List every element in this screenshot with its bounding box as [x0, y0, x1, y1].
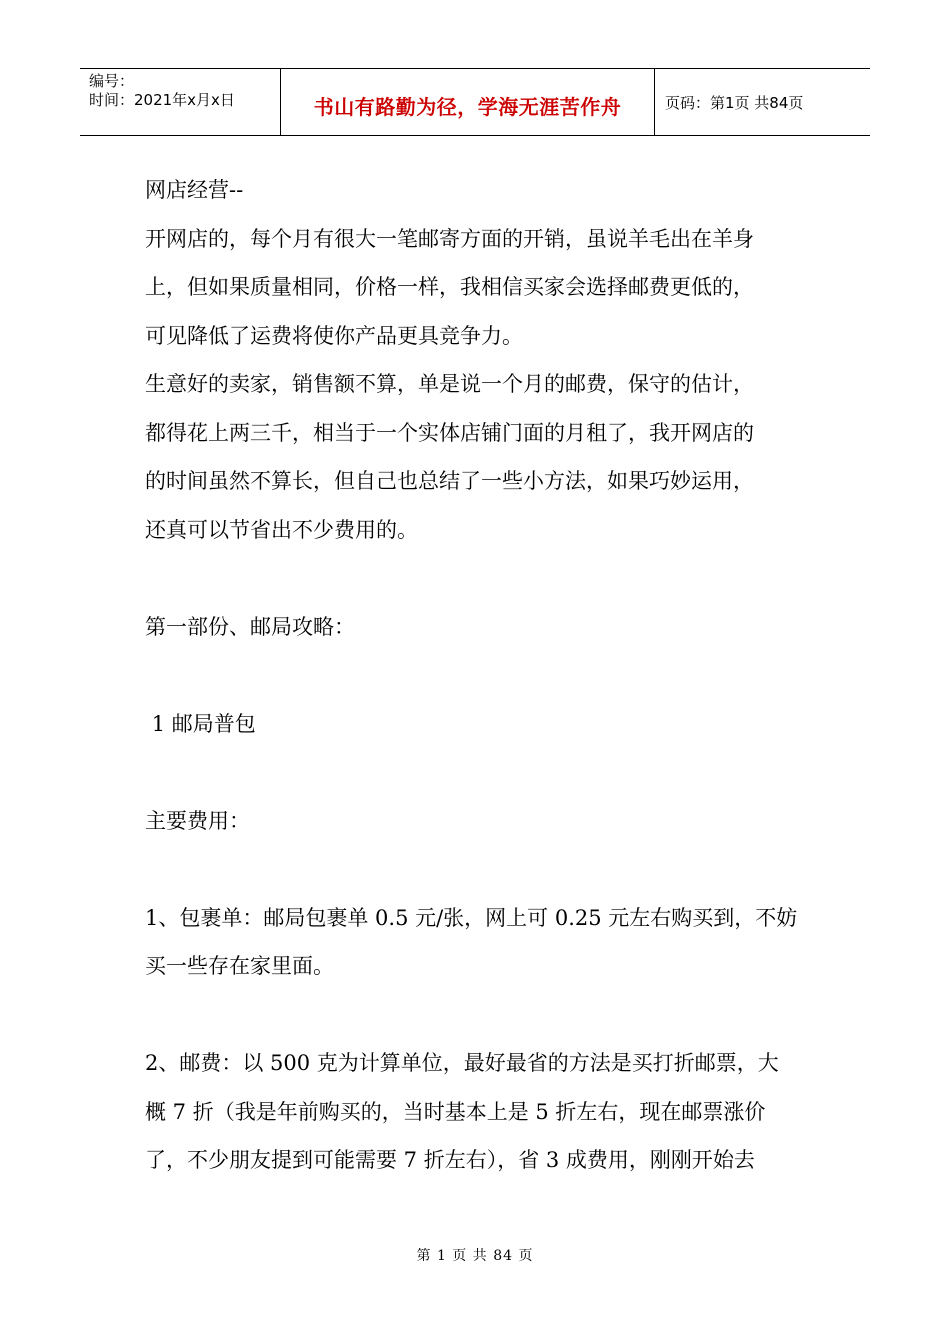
header-motto-cell — [281, 69, 655, 135]
list-item-line: 2、邮费：以 500 克为计算单位，最好最省的方法是买打折邮票，大 — [145, 1051, 779, 1075]
subsection-heading: 1 邮局普包 — [145, 711, 256, 736]
spacer — [145, 651, 810, 700]
header-page-info: 页码：第1页 共84页 — [665, 93, 804, 112]
paragraph-line: 都得花上两三千，相当于一个实体店铺门面的月租了，我开网店的 — [145, 420, 754, 445]
spacer — [145, 845, 810, 894]
spacer — [145, 748, 810, 797]
paragraph-line: 上，但如果质量相同，价格一样，我相信买家会选择邮费更低的， — [145, 275, 754, 299]
header-motto: 书山有路勤为径，学海无涯苦作舟 — [313, 94, 622, 119]
paragraph-line: 可见降低了运费将使你产品更具竞争力。 — [145, 323, 523, 348]
spacer — [145, 554, 810, 603]
spacer — [145, 991, 810, 1040]
paragraph-line: 开网店的，每个月有很大一笔邮寄方面的开销，虽说羊毛出在羊身 — [145, 226, 754, 251]
document-number-label: 编号： — [89, 72, 135, 90]
header-meta-cell — [80, 69, 281, 135]
paragraph-line: 还真可以节省出不少费用的。 — [145, 517, 418, 542]
document-title: 网店经营-- — [145, 178, 244, 202]
header-page-cell — [655, 69, 870, 135]
list-item-line: 买一些存在家里面。 — [145, 954, 334, 978]
paragraph-line: 的时间虽然不算长，但自己也总结了一些小方法，如果巧妙运用， — [145, 469, 754, 493]
section-heading: 第一部份、邮局攻略： — [145, 614, 355, 639]
page-header — [80, 68, 870, 136]
list-item-line: 了，不少朋友提到可能需要 7 折左右），省 3 成费用，刚刚开始去 — [145, 1148, 755, 1172]
costs-heading: 主要费用： — [145, 808, 250, 833]
page-footer — [0, 1245, 950, 1265]
paragraph-line: 生意好的卖家，销售额不算，单是说一个月的邮费，保守的估计， — [145, 372, 754, 396]
document-date-label: 时间：2021年x月x日 — [89, 91, 235, 109]
footer-page-number: 第 1 页 共 84 页 — [416, 1248, 534, 1264]
list-item-line: 概 7 折（我是年前购买的，当时基本上是 5 折左右，现在邮票涨价 — [145, 1099, 766, 1124]
document-body — [145, 166, 810, 1185]
list-item-line: 1、包裹单：邮局包裹单 0.5 元/张，网上可 0.25 元左右购买到，不妨 — [145, 905, 798, 930]
